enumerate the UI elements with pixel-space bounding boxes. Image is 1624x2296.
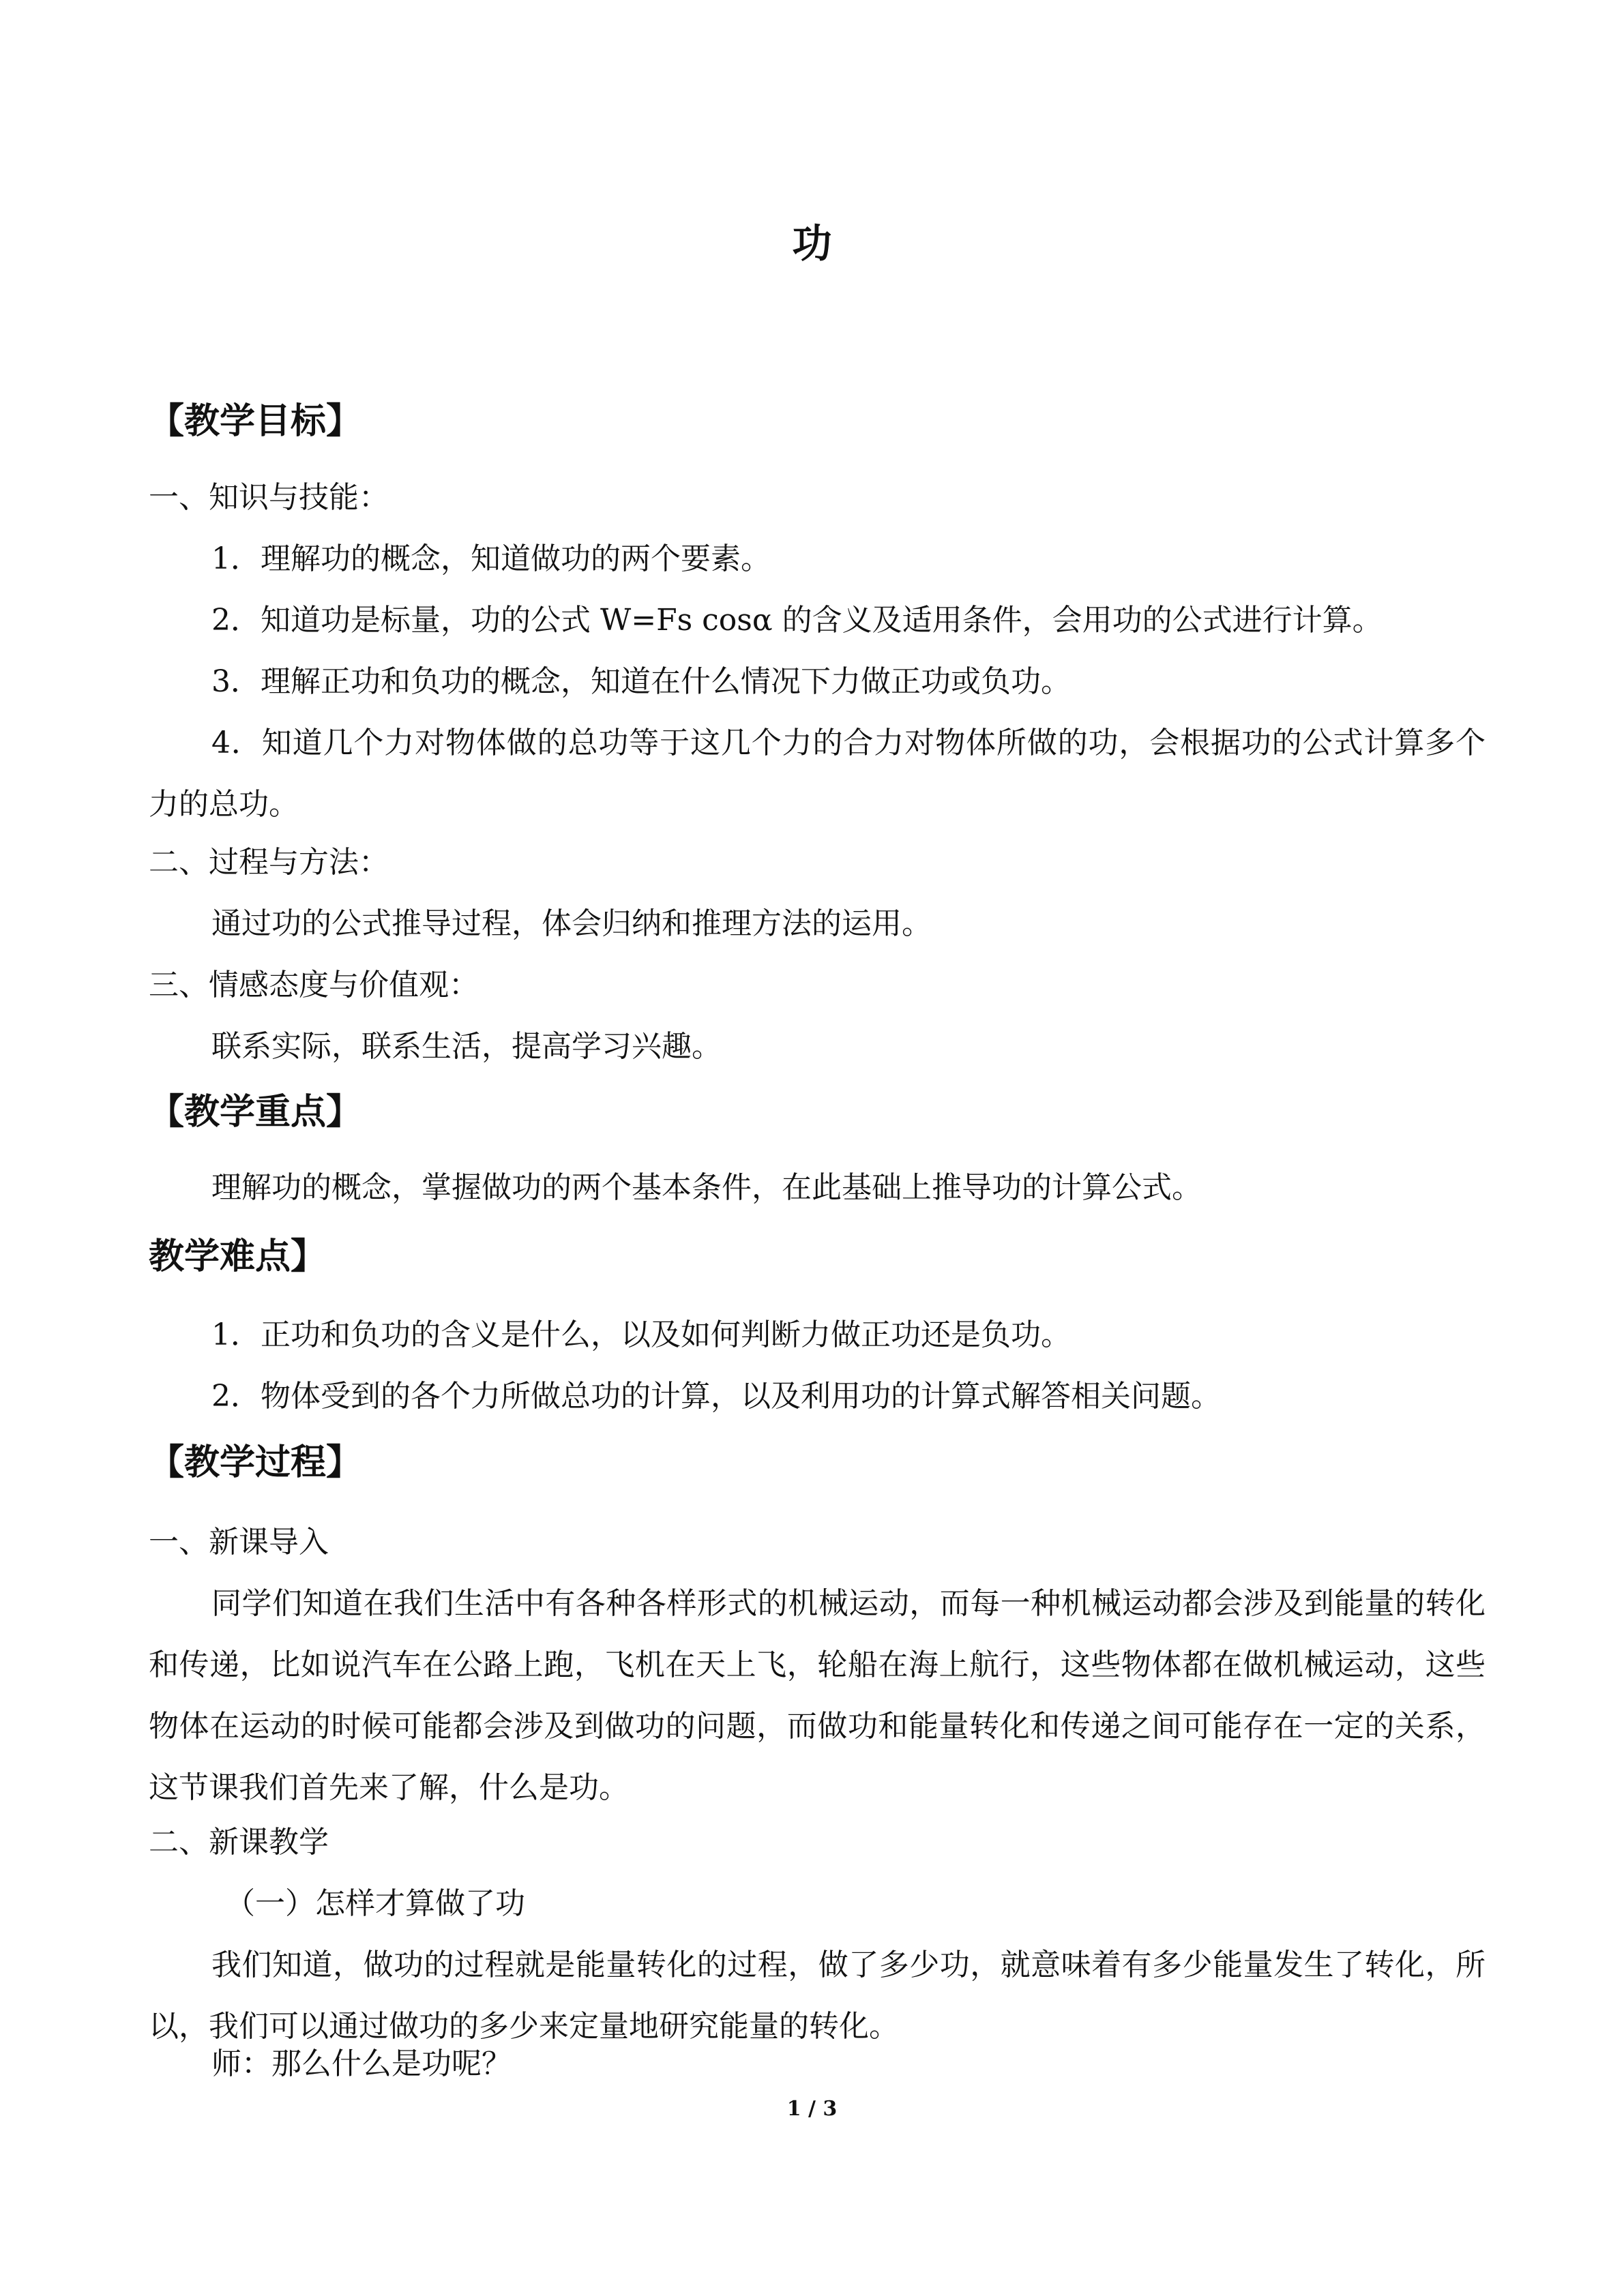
knowledge-item-4: 4．知道几个力对物体做的总功等于这几个力的合力对物体所做的功，会根据功的公式计算多个力的总功。 <box>149 726 1486 822</box>
intro-heading: 一、新课导入 <box>149 1525 329 1560</box>
document-title: 功 <box>792 220 832 267</box>
difficulties-heading: 教学难点】 <box>149 1236 327 1277</box>
new-lesson-heading: 二、新课教学 <box>149 1825 329 1860</box>
emotion-text: 联系实际，联系生活，提高学习兴趣。 <box>211 1029 722 1064</box>
new-lesson-paragraph: 我们知道，做功的过程就是能量转化的过程，做了多少功，就意味着有多少能量发生了转化，所以，我们可以通过做功的多少来定量地研究能量的转化。 <box>149 1948 1486 2044</box>
new-lesson-subheading: （一）怎样才算做了功 <box>225 1886 525 1921</box>
key-points-text: 理解功的概念，掌握做功的两个基本条件，在此基础上推导功的计算公式。 <box>211 1170 1202 1205</box>
difficulty-item-2: 2．物体受到的各个力所做总功的计算，以及利用功的计算式解答相关问题。 <box>211 1379 1221 1414</box>
objectives-heading: 【教学目标】 <box>149 401 362 442</box>
page-number: 1 / 3 <box>786 2097 838 2121</box>
process-method-heading: 二、过程与方法： <box>149 845 389 880</box>
emotion-heading: 三、情感态度与价值观： <box>149 968 479 1002</box>
knowledge-heading: 一、知识与技能： <box>149 480 389 515</box>
difficulty-item-1: 1．正功和负功的含义是什么，以及如何判断力做正功还是负功。 <box>211 1317 1071 1352</box>
teacher-question: 师：那么什么是功呢？ <box>211 2046 512 2081</box>
process-method-text: 通过功的公式推导过程，体会归纳和推理方法的运用。 <box>211 906 932 941</box>
knowledge-item-2: 2．知道功是标量，功的公式 W=Fs cosα 的含义及适用条件，会用功的公式进行计算。 <box>211 603 1383 638</box>
knowledge-item-1: 1．理解功的概念，知道做功的两个要素。 <box>211 541 771 576</box>
intro-paragraph: 同学们知道在我们生活中有各种各样形式的机械运动，而每一种机械运动都会涉及到能量的转化和传递，比如说汽车在公路上跑，飞机在天上飞，轮船在海上航行，这些物体都在做机械运动，这些物体在运动的时候可能都会涉及到做功的问题，而做功和能量转化和传递之间可能存在一定的关系，这节课我们首先来了解，什么是功。 <box>149 1586 1486 1805</box>
teaching-process-heading: 【教学过程】 <box>149 1442 362 1483</box>
key-points-heading: 【教学重点】 <box>149 1092 362 1133</box>
knowledge-item-3: 3．理解正功和负功的概念，知道在什么情况下力做正功或负功。 <box>211 664 1071 699</box>
